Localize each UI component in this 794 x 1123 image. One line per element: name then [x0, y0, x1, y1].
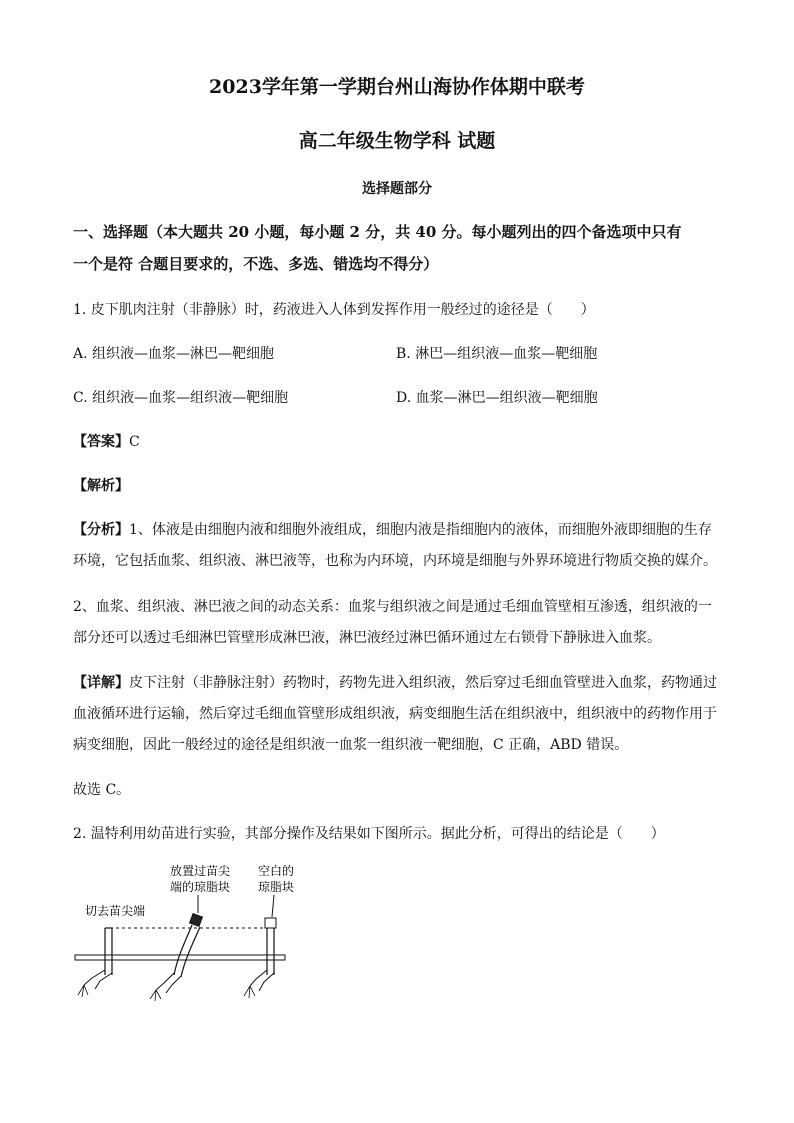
label-placed-agar-1: 放置过苗尖	[170, 864, 231, 878]
label-blank-agar-1: 空白的	[258, 864, 295, 878]
q1-stem: 1. 皮下肌肉注射（非静脉）时，药液进入人体到发挥作用一般经过的途径是（ ）	[73, 302, 595, 318]
fenxi-line2: 环境，它包括血浆、组织液、淋巴液等，也称为内环境，内环境是细胞与外界环境进行物质交换的媒介。	[73, 553, 717, 569]
answer-label: 【答案】	[73, 434, 129, 450]
q1-option-a: A. 组织液—血浆—淋巴—靶细胞	[73, 346, 275, 362]
agar-block-with-auxin	[190, 914, 203, 927]
xiangjie-line3: 病变细胞，因此一般经过的途径是组织液一血浆一组织液一靶细胞，C 正确，ABD 错误。	[73, 737, 629, 753]
label-blank-agar-2: 琼脂块	[258, 880, 295, 894]
fenxi-line3: 2、血浆、组织液、淋巴液之间的动态关系：血浆与组织液之间是通过毛细血管壁相互渗透，组织液的一	[73, 599, 712, 615]
q1-option-d: D. 血浆—淋巴—组织液—靶细胞	[396, 390, 598, 406]
q1-conclusion: 故选 C。	[73, 782, 131, 798]
section-heading: 选择题部分	[362, 181, 432, 197]
leader-line-blank	[272, 895, 274, 917]
fenxi-text-1: 1、体液是由细胞内液和细胞外液组成，细胞内液是指细胞内的液体，而细胞外液即细胞的生存	[129, 522, 712, 538]
q2-stem: 2. 温特利用幼苗进行实验，其部分操作及结果如下图所示。据此分析，可得出的结论是（ ）	[73, 826, 665, 842]
seedling-experiment-diagram	[60, 855, 360, 1005]
seedling-decapitated	[78, 928, 112, 997]
xiangjie-line1	[73, 672, 717, 692]
q1-option-b: B. 淋巴—组织液—血浆—靶细胞	[396, 346, 598, 362]
answer-value: C	[129, 434, 140, 450]
xiangjie-line2: 血液循环进行运输，然后穿过毛细血管壁形成组织液，病变细胞生活在组织液中，组织液中的药物作用于	[73, 706, 717, 722]
label-placed-agar-2: 端的琼脂块	[170, 880, 231, 894]
q2-figure	[60, 855, 360, 1005]
analysis-label: 【解析】	[73, 478, 129, 494]
q1-answer	[73, 431, 140, 451]
part1-instructions-line1: 一、选择题（本大题共 20 小题，每小题 2 分，共 40 分。每小题列出的四个备选项中只有	[73, 223, 682, 241]
xiangjie-label: 【详解】	[73, 675, 129, 691]
fenxi-line1	[73, 519, 712, 539]
blank-agar-block	[265, 918, 276, 928]
q1-option-c: C. 组织液—血浆—组织液—靶细胞	[73, 390, 289, 406]
xiangjie-text-1: 皮下注射（非静脉注射）药物时，药物先进入组织液，然后穿过毛细血管壁进入血浆，药物通过	[129, 675, 717, 691]
label-cut-tip: 切去苗尖端	[85, 904, 146, 918]
fenxi-line4: 部分还可以透过毛细淋巴管壁形成淋巴液，淋巴液经过淋巴循环通过左右锁骨下静脉进入血浆。	[73, 630, 661, 646]
exam-title: 2023学年第一学期台州山海协作体期中联考	[209, 76, 585, 98]
fenxi-label: 【分析】	[73, 522, 129, 538]
part1-instructions-line2: 一个是符 合题目要求的，不选、多选、错选均不得分）	[73, 255, 439, 273]
exam-subtitle: 高二年级生物学科 试题	[298, 130, 496, 152]
